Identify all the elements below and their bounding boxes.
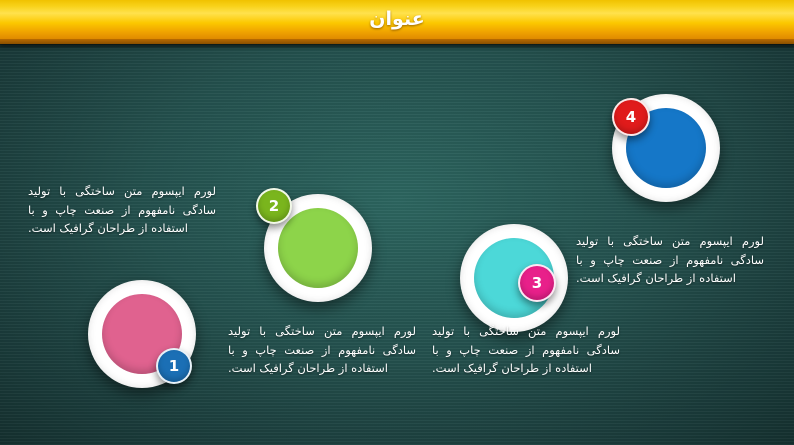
circle-fill-2 bbox=[278, 208, 358, 288]
step-badge-1[interactable]: 1 bbox=[156, 348, 192, 384]
step-badge-2[interactable]: 2 bbox=[256, 188, 292, 224]
slide-header-bar bbox=[0, 0, 794, 44]
step-text-4: لورم ایپسوم متن ساختگی با تولید سادگی نامفهوم از صنعت چاپ و با استفاده از طراحان گرافیک است. bbox=[576, 234, 764, 286]
header-shadow-band bbox=[0, 44, 794, 50]
step-text-3: لورم ایپسوم متن ساختگی با تولید سادگی نامفهوم از صنعت چاپ و با استفاده از طراحان گرافیک است. bbox=[432, 324, 620, 376]
step-text-2: لورم ایپسوم متن ساختگی با تولید سادگی نامفهوم از صنعت چاپ و با استفاده از طراحان گرافیک است. bbox=[228, 324, 416, 376]
step-badge-3[interactable]: 3 bbox=[518, 264, 556, 302]
step-badge-4[interactable]: 4 bbox=[612, 98, 650, 136]
step-text-1: لورم ایپسوم متن ساختگی با تولید سادگی نامفهوم از صنعت چاپ و با استفاده از طراحان گرافیک است. bbox=[28, 184, 216, 236]
page-title: عنوان bbox=[369, 8, 425, 30]
